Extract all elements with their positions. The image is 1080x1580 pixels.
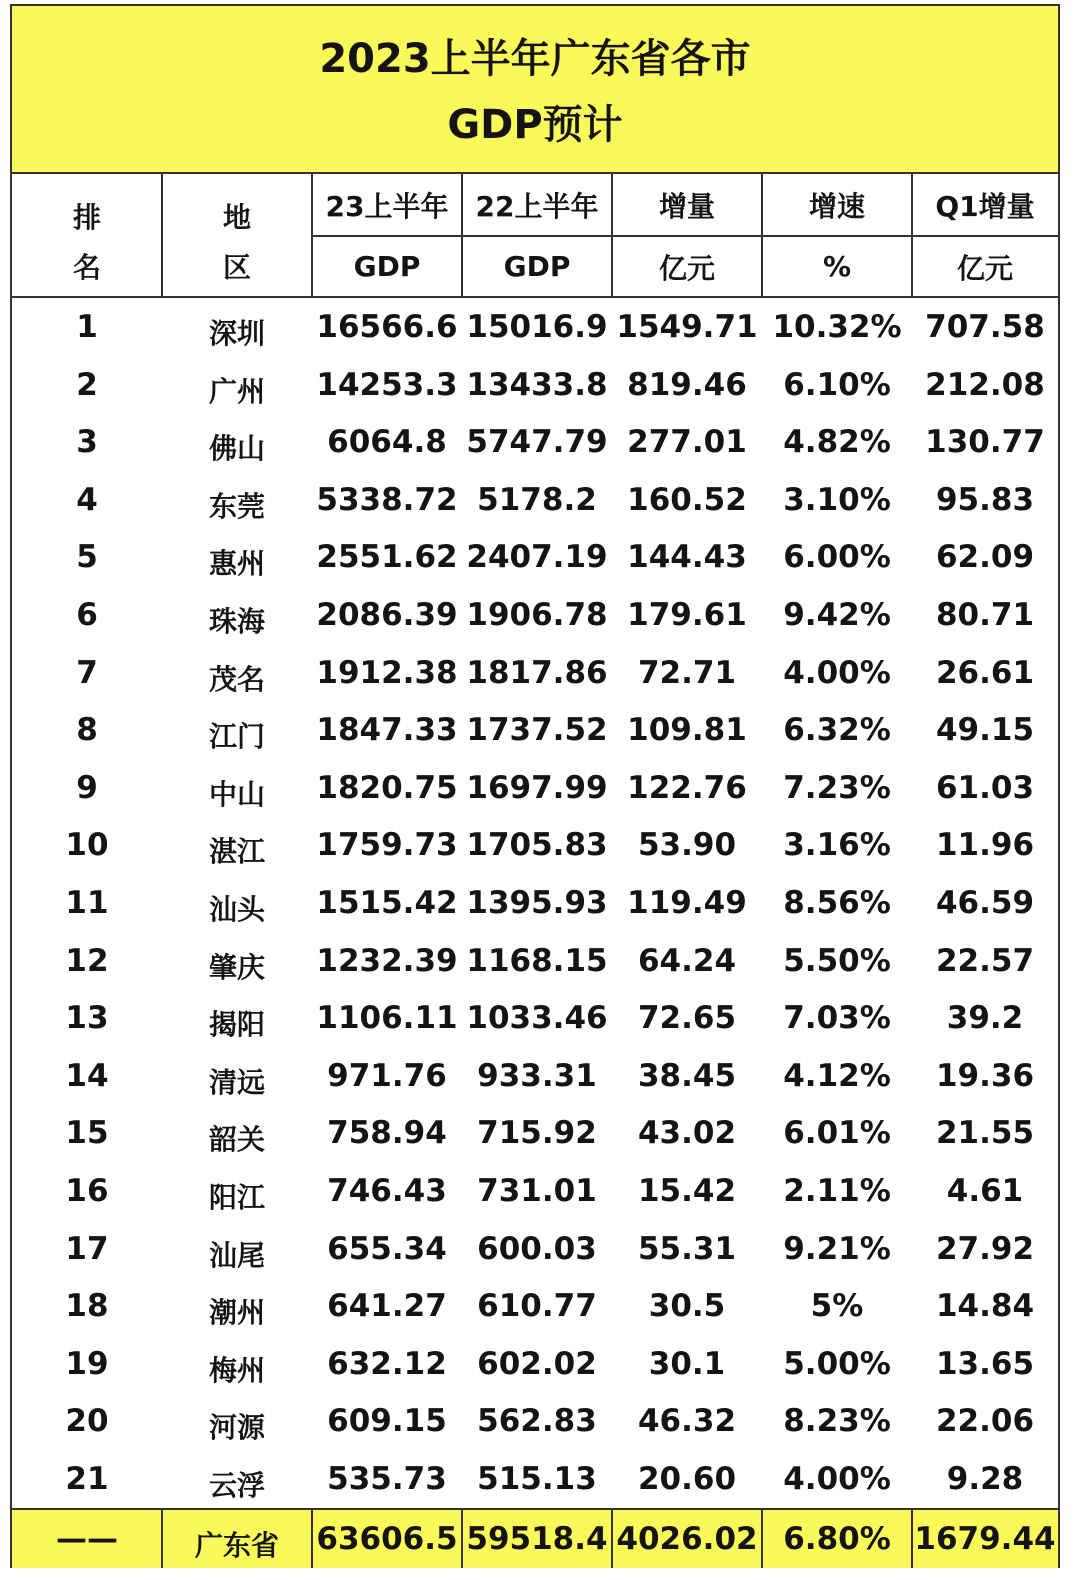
- cell-rank: 16: [65, 1173, 109, 1209]
- header-rank-char-2: 名: [72, 251, 101, 284]
- cell-region: 惠州: [208, 547, 265, 581]
- cell-gdp22: 1168.15: [466, 942, 608, 979]
- cell-gdp22: 1817.86: [466, 654, 608, 691]
- cell-region: 肇庆: [208, 950, 265, 984]
- cell-q1: 707.58: [925, 309, 1045, 345]
- table-row: [12, 932, 1058, 990]
- table-row: [12, 471, 1058, 529]
- table-row: [12, 413, 1058, 471]
- cell-growth: 10.32%: [772, 309, 902, 345]
- cell-increase: 30.5: [648, 1288, 726, 1325]
- cell-gdp22: 715.92: [477, 1115, 597, 1152]
- cell-gdp22: 1737.52: [466, 712, 608, 749]
- table-row: [12, 989, 1058, 1047]
- cell-growth: 4.00%: [783, 654, 891, 691]
- cell-rank: 15: [65, 1115, 109, 1152]
- cell-rank: 3: [76, 424, 98, 461]
- cell-rank: 20: [65, 1403, 109, 1440]
- cell-gdp22: 562.83: [477, 1403, 597, 1440]
- cell-growth: 4.00%: [783, 1461, 891, 1497]
- cell-increase: 1549.71: [616, 309, 758, 345]
- cell-region: 河源: [208, 1411, 265, 1445]
- cell-gdp22: 600.03: [477, 1230, 597, 1267]
- cell-gdp22: 602.02: [477, 1345, 597, 1382]
- cell-gdp23: 758.94: [327, 1115, 447, 1152]
- cell-rank: 6: [76, 597, 98, 633]
- cell-q1: 39.2: [946, 1000, 1024, 1037]
- cell-region: 佛山: [208, 432, 265, 466]
- cell-gdp23: 655.34: [327, 1230, 447, 1267]
- cell-gdp23: 1232.39: [316, 942, 458, 979]
- cell-rank: 1: [76, 309, 98, 345]
- cell-gdp23: 1106.11: [316, 1000, 458, 1037]
- cell-region: 广州: [208, 374, 265, 408]
- header-growth-unit: %: [822, 250, 852, 283]
- cell-gdp23: 16566.6: [316, 309, 458, 345]
- cell-rank: 2: [76, 366, 98, 403]
- cell-growth: 7.03%: [783, 1000, 891, 1037]
- cell-increase: 43.02: [637, 1115, 737, 1152]
- cell-gdp23: 1820.75: [316, 769, 458, 806]
- cell-growth: 6.10%: [783, 366, 891, 403]
- cell-gdp22: 1705.83: [466, 827, 608, 864]
- cell-gdp22: 1395.93: [466, 885, 608, 921]
- header-growth-label: 增速: [808, 189, 865, 223]
- cell-region: 中山: [208, 777, 265, 811]
- total-column-divider: [761, 1510, 763, 1568]
- cell-gdp22: 1697.99: [466, 769, 608, 806]
- total-rank: ——: [56, 1521, 118, 1557]
- cell-gdp22: 515.13: [477, 1461, 597, 1497]
- header-q1-label: Q1增量: [935, 189, 1035, 223]
- total-growth: 6.80%: [783, 1521, 891, 1557]
- cell-gdp23: 746.43: [327, 1173, 447, 1209]
- cell-gdp22: 5178.2: [477, 481, 597, 518]
- cell-growth: 2.11%: [783, 1173, 891, 1209]
- cell-growth: 3.10%: [783, 481, 891, 518]
- cell-q1: 80.71: [935, 597, 1035, 633]
- cell-region: 云浮: [208, 1469, 265, 1502]
- cell-q1: 21.55: [935, 1115, 1035, 1152]
- cell-rank: 12: [65, 942, 109, 979]
- cell-rank: 11: [65, 885, 109, 921]
- cell-rank: 21: [65, 1461, 109, 1497]
- cell-region: 江门: [208, 720, 265, 754]
- cell-gdp23: 641.27: [327, 1288, 447, 1325]
- cell-rank: 5: [76, 539, 98, 576]
- title-line-1: 2023上半年广东省各市: [319, 36, 751, 82]
- table-row: [12, 1450, 1058, 1508]
- table-row: [12, 1104, 1058, 1162]
- header-gdp23-unit: GDP: [353, 250, 421, 283]
- total-column-divider: [911, 1510, 913, 1568]
- table-row: [12, 874, 1058, 932]
- cell-growth: 4.12%: [783, 1057, 891, 1094]
- cell-gdp23: 5338.72: [316, 481, 458, 518]
- table-row: [12, 701, 1058, 759]
- table-row: [12, 1335, 1058, 1393]
- cell-rank: 14: [65, 1057, 109, 1094]
- cell-growth: 8.56%: [783, 885, 891, 921]
- cell-increase: 122.76: [627, 769, 747, 806]
- cell-rank: 17: [65, 1230, 109, 1267]
- cell-region: 茂名: [208, 662, 265, 696]
- cell-increase: 46.32: [637, 1403, 737, 1440]
- table-row: [12, 586, 1058, 644]
- cell-increase: 72.65: [637, 1000, 737, 1037]
- cell-growth: 5.50%: [783, 942, 891, 979]
- cell-gdp23: 6064.8: [327, 424, 447, 461]
- cell-growth: 7.23%: [783, 769, 891, 806]
- cell-gdp23: 971.76: [327, 1057, 447, 1094]
- cell-q1: 61.03: [935, 769, 1035, 806]
- total-increase: 4026.02: [616, 1521, 758, 1557]
- gdp-table-sheet: [10, 4, 1060, 1568]
- cell-increase: 30.1: [648, 1345, 726, 1382]
- table-row: [12, 1220, 1058, 1278]
- cell-increase: 38.45: [637, 1057, 737, 1094]
- cell-q1: 46.59: [935, 885, 1035, 921]
- total-column-divider: [611, 1510, 613, 1568]
- table-row: [12, 298, 1058, 356]
- cell-gdp23: 2551.62: [316, 539, 458, 576]
- total-column-divider: [161, 1510, 163, 1568]
- cell-rank: 18: [65, 1288, 109, 1325]
- cell-increase: 819.46: [627, 366, 747, 403]
- cell-growth: 9.42%: [783, 597, 891, 633]
- cell-growth: 6.01%: [783, 1115, 891, 1152]
- cell-rank: 19: [65, 1345, 109, 1382]
- cell-growth: 5%: [810, 1288, 864, 1325]
- cell-gdp22: 15016.9: [466, 309, 608, 345]
- cell-increase: 179.61: [627, 597, 747, 633]
- cell-increase: 53.90: [637, 827, 737, 864]
- cell-gdp22: 731.01: [477, 1173, 597, 1209]
- cell-gdp22: 5747.79: [466, 424, 608, 461]
- cell-region: 汕尾: [208, 1238, 265, 1272]
- cell-growth: 6.32%: [783, 712, 891, 749]
- cell-region: 清远: [208, 1065, 265, 1099]
- cell-gdp22: 13433.8: [466, 366, 608, 403]
- cell-increase: 160.52: [627, 481, 747, 518]
- cell-q1: 49.15: [935, 712, 1035, 749]
- cell-q1: 95.83: [935, 481, 1035, 518]
- cell-increase: 109.81: [627, 712, 747, 749]
- cell-gdp22: 2407.19: [466, 539, 608, 576]
- cell-gdp23: 2086.39: [316, 597, 458, 633]
- header-rank-char-1: 排: [72, 201, 101, 234]
- cell-q1: 4.61: [946, 1173, 1024, 1209]
- cell-q1: 11.96: [935, 827, 1035, 864]
- cell-increase: 72.71: [637, 654, 737, 691]
- cell-rank: 10: [65, 827, 109, 864]
- table-row: [12, 759, 1058, 817]
- cell-q1: 19.36: [935, 1057, 1035, 1094]
- cell-region: 潮州: [208, 1296, 265, 1330]
- cell-increase: 20.60: [637, 1461, 737, 1497]
- table-total-row: [12, 1508, 1058, 1568]
- table-row: [12, 1392, 1058, 1450]
- total-gdp22: 59518.4: [466, 1521, 608, 1557]
- cell-region: 珠海: [208, 605, 265, 638]
- header-gdp22-unit: GDP: [503, 250, 571, 283]
- cell-gdp22: 610.77: [477, 1288, 597, 1325]
- cell-region: 深圳: [208, 317, 265, 350]
- cell-increase: 15.42: [637, 1173, 737, 1209]
- cell-gdp23: 1912.38: [316, 654, 458, 691]
- cell-gdp23: 1515.42: [316, 885, 458, 921]
- cell-region: 韶关: [208, 1123, 265, 1157]
- cell-growth: 9.21%: [783, 1230, 891, 1267]
- header-increase-label: 增量: [658, 189, 715, 223]
- total-q1: 1679.44: [914, 1521, 1056, 1557]
- cell-rank: 4: [76, 481, 98, 518]
- cell-increase: 55.31: [637, 1230, 737, 1267]
- cell-rank: 9: [76, 769, 98, 806]
- table-row: [12, 816, 1058, 874]
- cell-region: 东莞: [208, 489, 265, 523]
- cell-q1: 22.06: [935, 1403, 1035, 1440]
- cell-q1: 22.57: [935, 942, 1035, 979]
- cell-growth: 4.82%: [783, 424, 891, 461]
- header-gdp22-label: 22上半年: [475, 189, 599, 223]
- cell-gdp22: 1906.78: [466, 597, 608, 633]
- table-title: [12, 6, 1058, 174]
- cell-q1: 130.77: [925, 424, 1045, 461]
- cell-increase: 277.01: [627, 424, 747, 461]
- cell-q1: 62.09: [935, 539, 1035, 576]
- header-gdp23-label: 23上半年: [325, 189, 449, 223]
- cell-q1: 27.92: [935, 1230, 1035, 1267]
- total-column-divider: [311, 1510, 313, 1568]
- cell-q1: 9.28: [946, 1461, 1024, 1497]
- cell-rank: 7: [76, 654, 98, 691]
- cell-region: 湛江: [208, 835, 265, 869]
- table-row: [12, 1162, 1058, 1220]
- cell-q1: 212.08: [925, 366, 1045, 403]
- cell-gdp22: 933.31: [477, 1057, 597, 1094]
- title-line-2: GDP预计: [447, 102, 623, 148]
- cell-gdp23: 14253.3: [316, 366, 458, 403]
- table-row: [12, 1277, 1058, 1335]
- header-increase-unit: 亿元: [658, 251, 715, 285]
- cell-gdp23: 632.12: [327, 1345, 447, 1382]
- cell-growth: 6.00%: [783, 539, 891, 576]
- header-q1-unit: 亿元: [956, 251, 1013, 285]
- cell-rank: 13: [65, 1000, 109, 1037]
- cell-increase: 119.49: [627, 885, 747, 921]
- table-row: [12, 356, 1058, 414]
- cell-gdp23: 1759.73: [316, 827, 458, 864]
- cell-increase: 64.24: [637, 942, 737, 979]
- cell-rank: 8: [76, 712, 98, 749]
- cell-q1: 13.65: [935, 1345, 1035, 1382]
- cell-growth: 5.00%: [783, 1345, 891, 1382]
- cell-region: 揭阳: [208, 1008, 265, 1042]
- total-column-divider: [461, 1510, 463, 1568]
- cell-gdp23: 535.73: [327, 1461, 447, 1497]
- table-row: [12, 644, 1058, 702]
- cell-gdp22: 1033.46: [466, 1000, 608, 1037]
- header-region-char-1: 地: [222, 201, 251, 234]
- cell-increase: 144.43: [627, 539, 747, 576]
- cell-gdp23: 1847.33: [316, 712, 458, 749]
- cell-gdp23: 609.15: [327, 1403, 447, 1440]
- total-gdp23: 63606.5: [316, 1521, 458, 1557]
- cell-growth: 3.16%: [783, 827, 891, 864]
- cell-growth: 8.23%: [783, 1403, 891, 1440]
- total-region: 广东省: [194, 1529, 279, 1562]
- table-row: [12, 1047, 1058, 1105]
- cell-q1: 14.84: [935, 1288, 1035, 1325]
- cell-region: 汕头: [208, 893, 265, 926]
- cell-region: 阳江: [208, 1181, 265, 1214]
- cell-region: 梅州: [208, 1353, 265, 1387]
- table-row: [12, 528, 1058, 586]
- header-region-char-2: 区: [222, 251, 251, 284]
- cell-q1: 26.61: [935, 654, 1035, 691]
